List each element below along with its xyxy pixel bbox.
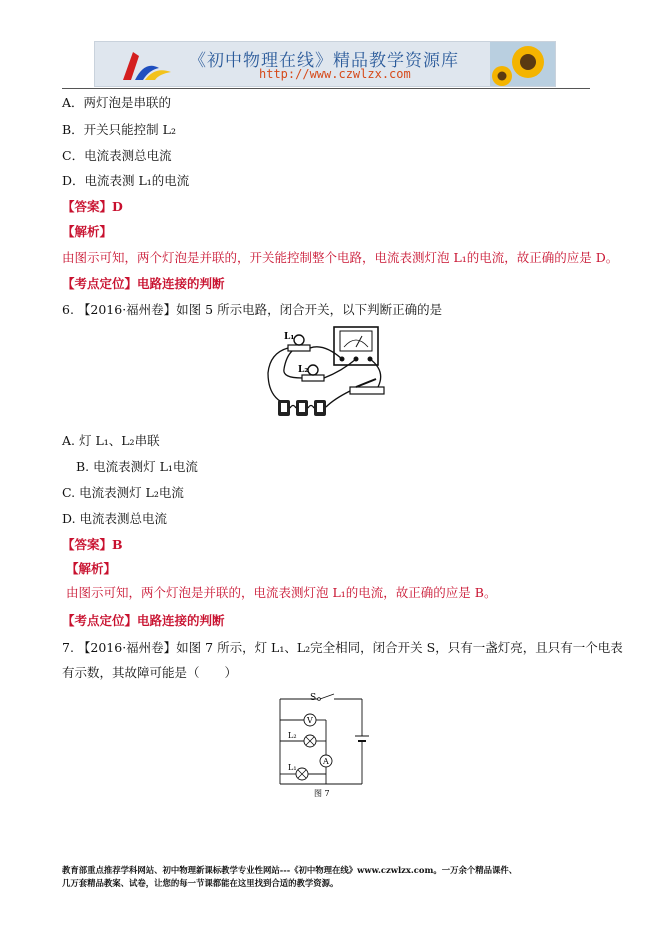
q5-answer: 【答案】D: [62, 199, 123, 214]
q6-analysis-label: 【解析】: [66, 561, 117, 576]
q7-circuit-figure: [270, 688, 380, 800]
q7-label-v: V: [307, 716, 313, 725]
footer-line2: 几万套精品教案、试卷，让您的每一节课都能在这里找到合适的教学资源。: [62, 878, 339, 888]
q7-label-s: S: [310, 693, 317, 703]
q5-option-b: B．开关只能控制 L₂: [62, 122, 176, 137]
q6-label-l2: L₂: [298, 365, 309, 375]
q6-topic: 【考点定位】电路连接的判断: [62, 613, 225, 628]
logo-icon: [115, 46, 175, 84]
q5-option-a: A．两灯泡是串联的: [62, 95, 172, 110]
q5-option-d: D．电流表测 L₁的电流: [62, 173, 190, 188]
q7-stem-line1: 7. 【2016·福州卷】如图 7 所示，灯 L₁、L₂完全相同，闭合开关 S，只有一盏灯亮，且只有一个电表: [62, 640, 623, 655]
q6-option-c: C. 电流表测灯 L₂电流: [62, 485, 184, 500]
header-divider: [62, 88, 590, 89]
footer-line1: 教育部重点推荐学科网站、初中物理新课标教学专业性网站---《初中物理在线》www.czwlzx.com。一万余个精品课件、: [62, 865, 518, 875]
sunflower-icon: [490, 42, 555, 86]
q5-topic: 【考点定位】电路连接的判断: [62, 276, 225, 291]
header-banner: [94, 41, 556, 87]
q5-analysis-label: 【解析】: [62, 224, 113, 239]
q6-stem: 6. 【2016·福州卷】如图 5 所示电路，闭合开关，以下判断正确的是: [62, 302, 443, 317]
q5-analysis: 由图示可知，两个灯泡是并联的，开关能控制整个电路，电流表测灯泡 L₁的电流，故正确的应是 D。: [62, 250, 619, 265]
q6-label-l1: L₁: [284, 332, 295, 342]
q6-option-a: A. 灯 L₁、L₂串联: [62, 433, 160, 448]
q7-label-l2: L₂: [288, 731, 297, 740]
q6-analysis: 由图示可知，两个灯泡是并联的，电流表测灯泡 L₁的电流，故正确的应是 B。: [66, 585, 497, 600]
q6-circuit-figure: [262, 323, 394, 420]
q7-label-l1: L₁: [288, 763, 297, 772]
q7-stem-line2: 有示数，其故障可能是（ ）: [62, 665, 238, 680]
q5-option-c: C．电流表测总电流: [62, 148, 172, 163]
q6-option-d: D. 电流表测总电流: [62, 511, 168, 526]
q7-label-a: A: [323, 757, 329, 766]
q7-figure-caption: 图 7: [314, 789, 330, 798]
header-title: 《初中物理在线》精品教学资源库: [189, 51, 459, 71]
q6-option-b: B. 电流表测灯 L₁电流: [76, 459, 198, 474]
header-url[interactable]: http://www.czwlzx.com: [259, 67, 411, 81]
q6-answer: 【答案】B: [62, 537, 123, 552]
